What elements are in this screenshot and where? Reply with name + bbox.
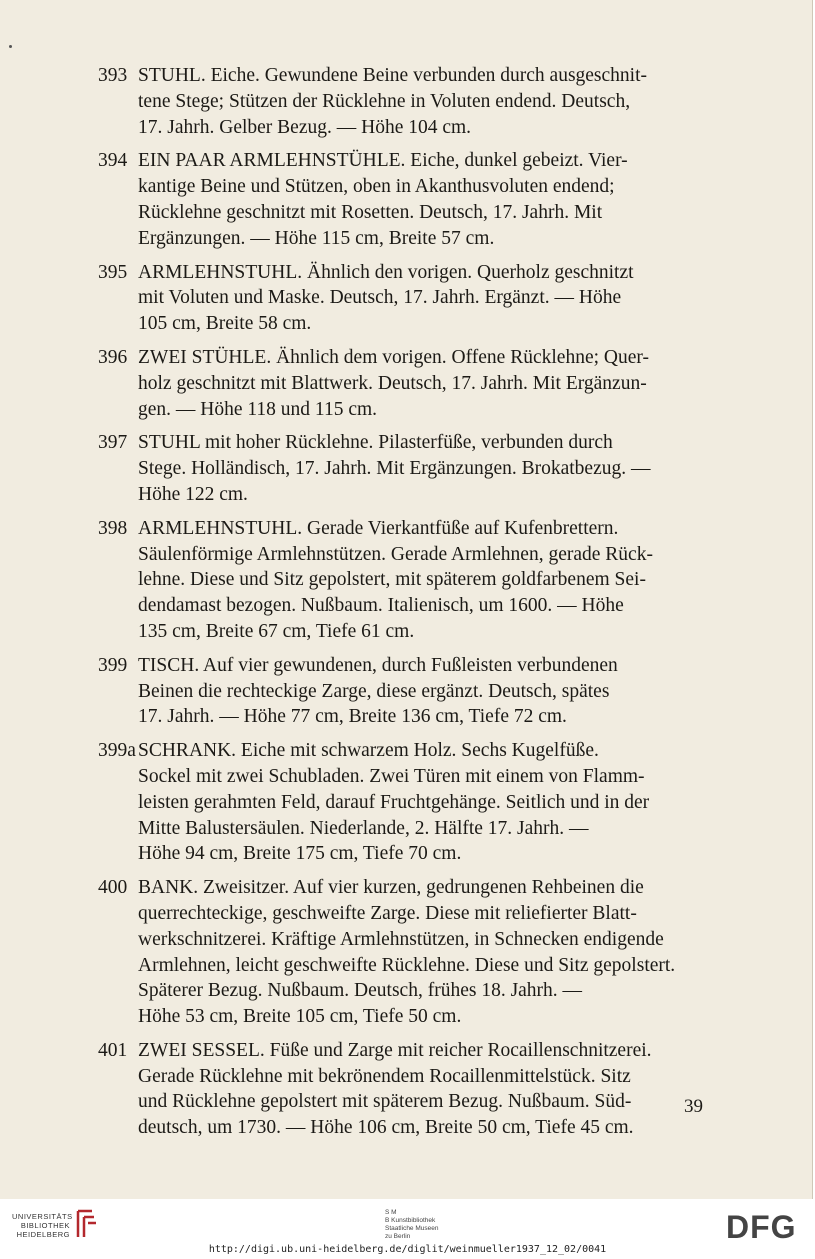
source-url[interactable]: http://digi.ub.uni-heidelberg.de/diglit/weinmueller1937_12_02/0041	[208, 1244, 607, 1255]
entry-description	[138, 63, 704, 140]
catalog-entry	[98, 148, 704, 251]
library-name-line: UNIVERSITÄTS	[12, 1212, 73, 1221]
entry-line: querrechteckige, geschweifte Zarge. Diese mit reliefierter Blatt-	[138, 902, 637, 924]
entry-line: ZWEI STÜHLE. Ähnlich dem vorigen. Offene Rücklehne; Quer-	[138, 346, 649, 368]
entry-line: holz geschnitzt mit Blattwerk. Deutsch, 17. Jahrh. Mit Ergänzun-	[138, 372, 647, 394]
catalog-entry	[98, 1038, 704, 1141]
entry-line: BANK. Zweisitzer. Auf vier kurzen, gedrungenen Rehbeinen die	[138, 877, 644, 899]
museum-credit-line: Staatliche Museen	[385, 1225, 439, 1232]
entry-line: STUHL mit hoher Rücklehne. Pilasterfüße, verbunden durch	[138, 432, 613, 454]
entry-number: 399a	[98, 740, 136, 762]
catalog-entry	[98, 63, 704, 140]
entry-line: Beinen die rechteckige Zarge, diese ergänzt. Deutsch, spätes	[138, 680, 610, 702]
entry-description	[138, 653, 704, 730]
catalog-entry	[98, 260, 704, 337]
entry-line: Höhe 53 cm, Breite 105 cm, Tiefe 50 cm.	[138, 1006, 462, 1028]
entry-line: 17. Jahrh. — Höhe 77 cm, Breite 136 cm, Tiefe 72 cm.	[138, 706, 567, 728]
university-logo-icon	[74, 1209, 98, 1239]
entry-number: 394	[98, 150, 128, 172]
entry-number: 396	[98, 346, 128, 368]
entry-line: 17. Jahrh. Gelber Bezug. — Höhe 104 cm.	[138, 116, 472, 138]
entry-number: 397	[98, 432, 128, 454]
entry-line: Armlehnen, leicht geschweifte Rücklehne. Diese und Sitz gepolstert.	[138, 954, 676, 976]
entry-number: 393	[98, 65, 128, 86]
museum-credit-line: zu Berlin	[385, 1233, 411, 1240]
catalog-entry	[98, 875, 704, 1030]
catalog-entry	[98, 345, 704, 422]
entry-description	[138, 430, 704, 507]
entry-line: TISCH. Auf vier gewundenen, durch Fußleisten verbundenen	[138, 654, 618, 676]
entry-line: lehne. Diese und Sitz gepolstert, mit späterem goldfarbenem Sei-	[138, 569, 646, 591]
footer-bar	[0, 1199, 815, 1259]
entry-line: Stege. Holländisch, 17. Jahrh. Mit Ergänzungen. Brokatbezug. —	[138, 458, 651, 480]
speck-mark	[9, 45, 12, 48]
catalog-entry	[98, 516, 704, 645]
entry-line: ARMLEHNSTUHL. Ähnlich den vorigen. Querholz geschnitzt	[138, 261, 634, 283]
entry-line: dendamast bezogen. Nußbaum. Italienisch, um 1600. — Höhe	[138, 595, 624, 617]
entry-line: Rücklehne geschnitzt mit Rosetten. Deutsch, 17. Jahrh. Mit	[138, 201, 603, 223]
entry-description	[138, 345, 704, 422]
entry-number: 395	[98, 261, 128, 283]
library-name	[12, 1212, 73, 1239]
entry-number: 398	[98, 517, 128, 539]
entry-description	[138, 875, 704, 1030]
entry-line: und Rücklehne gepolstert mit späterem Bezug. Nußbaum. Süd-	[138, 1091, 632, 1113]
entry-number: 401	[98, 1039, 128, 1061]
entry-line: tene Stege; Stützen der Rücklehne in Voluten endend. Deutsch,	[138, 90, 631, 112]
entry-line: deutsch, um 1730. — Höhe 106 cm, Breite 50 cm, Tiefe 45 cm.	[138, 1117, 634, 1139]
library-name-line: BIBLIOTHEK	[20, 1221, 70, 1230]
entry-line: Säulenförmige Armlehnstützen. Gerade Armlehnen, gerade Rück-	[138, 543, 653, 565]
entry-line: mit Voluten und Maske. Deutsch, 17. Jahrh. Ergänzt. — Höhe	[138, 287, 622, 309]
entry-line: ARMLEHNSTUHL. Gerade Vierkantfüße auf Kufenbrettern.	[138, 517, 619, 539]
entry-description	[138, 260, 704, 337]
entry-line: leisten gerahmten Feld, darauf Fruchtgehänge. Seitlich und in der	[138, 791, 650, 813]
entry-line: EIN PAAR ARMLEHNSTÜHLE. Eiche, dunkel gebeizt. Vier-	[138, 150, 628, 172]
entry-line: gen. — Höhe 118 und 115 cm.	[138, 398, 378, 420]
entry-line: Höhe 122 cm.	[138, 483, 248, 505]
museum-credit-line: B Kunstbibliothek	[385, 1217, 436, 1224]
entry-description	[138, 516, 704, 645]
entry-line: Ergänzungen. — Höhe 115 cm, Breite 57 cm.	[138, 227, 495, 249]
entry-line: Höhe 94 cm, Breite 175 cm, Tiefe 70 cm.	[138, 843, 462, 865]
dfg-logo: DFG	[726, 1209, 797, 1245]
entry-line: Sockel mit zwei Schubladen. Zwei Türen mit einem von Flamm-	[138, 765, 645, 787]
entry-description	[138, 148, 704, 251]
entry-line: Mitte Balustersäulen. Niederlande, 2. Hälfte 17. Jahrh. —	[138, 817, 589, 839]
entry-line: Gerade Rücklehne mit bekrönendem Rocaillenmittelstück. Sitz	[138, 1065, 631, 1087]
museum-credit-line: S M	[385, 1209, 397, 1216]
entry-line: 105 cm, Breite 58 cm.	[138, 313, 312, 335]
entry-line: kantige Beine und Stützen, oben in Akanthusvoluten endend;	[138, 176, 615, 198]
page-number: 39	[684, 1096, 703, 1117]
catalog-entry	[98, 653, 704, 730]
catalog-entry	[98, 738, 704, 867]
entry-line: Späterer Bezug. Nußbaum. Deutsch, frühes 18. Jahrh. —	[138, 980, 583, 1002]
entry-number: 399	[98, 654, 128, 676]
catalog-entry	[98, 430, 704, 507]
entry-number: 400	[98, 877, 128, 899]
entry-line: 135 cm, Breite 67 cm, Tiefe 61 cm.	[138, 620, 415, 642]
museum-credit	[385, 1209, 438, 1241]
entry-line: STUHL. Eiche. Gewundene Beine verbunden durch ausgeschnit-	[138, 65, 648, 86]
entry-description	[138, 738, 704, 867]
entry-line: ZWEI SESSEL. Füße und Zarge mit reicher Rocaillenschnitzerei.	[138, 1039, 652, 1061]
entry-line: SCHRANK. Eiche mit schwarzem Holz. Sechs Kugelfüße.	[138, 740, 599, 762]
library-name-line: HEIDELBERG	[16, 1230, 70, 1239]
catalog-entries	[98, 63, 704, 1149]
entry-line: werkschnitzerei. Kräftige Armlehnstützen, in Schnecken endigende	[138, 928, 664, 950]
entry-description	[138, 1038, 704, 1141]
